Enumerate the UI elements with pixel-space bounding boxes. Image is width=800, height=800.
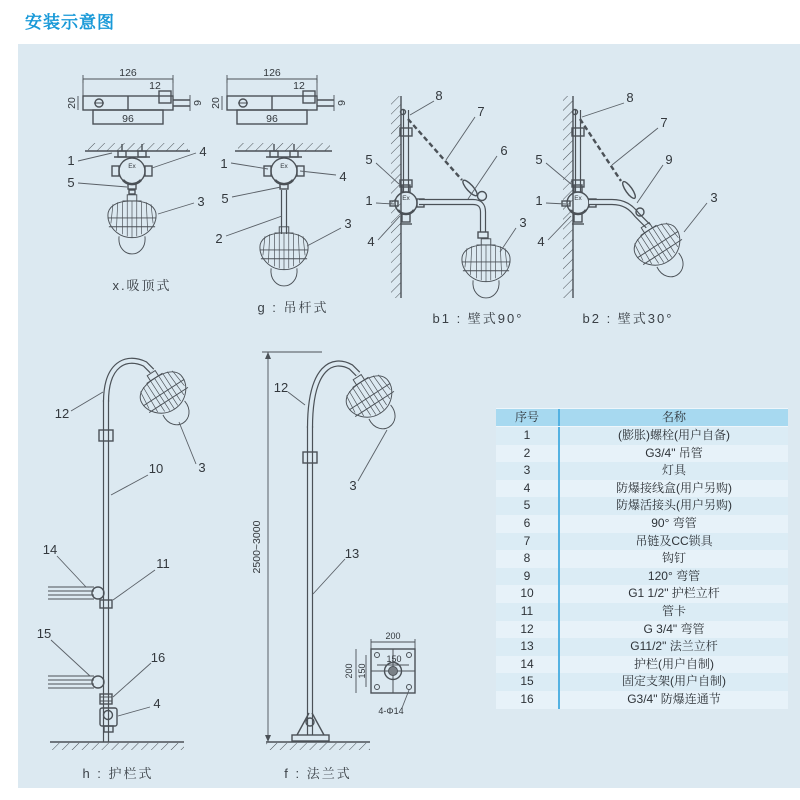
- callout-label: 15: [36, 626, 52, 641]
- callout-label: 5: [67, 175, 75, 190]
- callout-label: 1: [67, 153, 75, 168]
- cell-number: 4: [496, 480, 560, 498]
- table-row: [496, 585, 788, 603]
- page-title: 安装示意图: [25, 13, 115, 32]
- table-row: [496, 515, 788, 533]
- callout-label: 1: [365, 193, 373, 208]
- caption-flange: f : 法兰式: [284, 766, 352, 781]
- table-row: [496, 673, 788, 691]
- callout-label: 6: [500, 143, 508, 158]
- cell-number: 14: [496, 656, 560, 674]
- dimension-label: 200: [344, 663, 354, 679]
- cell-name: G1 1/2" 护栏立杆: [628, 586, 720, 601]
- table-row: [496, 533, 788, 551]
- cell-name: G11/2" 法兰立杆: [630, 639, 718, 654]
- callout-label: 4: [153, 696, 161, 711]
- cell-name: 护栏(用户自制): [634, 656, 714, 671]
- cell-name: G 3/4" 弯管: [643, 621, 705, 636]
- callout-label: 2: [215, 231, 223, 246]
- caption-guardrail: h : 护栏式: [82, 766, 154, 781]
- dimension-label: 126: [119, 67, 137, 79]
- diagram-ceiling-mount: [67, 143, 206, 254]
- header-number: 序号: [496, 409, 560, 426]
- dimension-label: 20: [66, 97, 78, 109]
- caption-ceiling-mount: x.吸顶式: [112, 278, 172, 293]
- callout-label: 7: [477, 104, 485, 119]
- dimension-label: 150: [386, 654, 402, 664]
- dimension-label: 12: [293, 80, 305, 92]
- callout-label: 14: [42, 542, 58, 557]
- cell-number: 15: [496, 673, 560, 691]
- dimension-label: 4-Φ14: [378, 706, 404, 716]
- diagram-wall-30: [535, 90, 717, 298]
- cell-number: 1: [496, 427, 560, 445]
- dimension-label: 20: [210, 97, 222, 109]
- table-row: [496, 603, 788, 621]
- diagram-wall-90: [365, 88, 526, 298]
- cell-name: 灯具: [661, 463, 686, 478]
- ex-mark: Ex: [402, 195, 410, 202]
- flange-base-detail: [344, 631, 415, 716]
- callout-label: 3: [198, 460, 206, 475]
- cell-number: 3: [496, 462, 560, 480]
- table-row: [496, 462, 788, 480]
- header-name: 名称: [661, 410, 686, 424]
- cell-number: 12: [496, 621, 560, 639]
- table-row: [496, 691, 788, 709]
- dimension-label: 126: [263, 67, 281, 79]
- diagram-guardrail: [37, 360, 206, 750]
- table-row: [496, 568, 788, 586]
- callout-label: 12: [54, 406, 70, 421]
- callout-label: 3: [344, 216, 352, 231]
- cell-number: 8: [496, 550, 560, 568]
- dimension-label: 9: [192, 100, 204, 106]
- cell-name: 防爆接线盒(用户另购): [616, 480, 732, 495]
- callout-label: 8: [435, 88, 443, 103]
- cell-number: 13: [496, 638, 560, 656]
- callout-label: 5: [365, 152, 373, 167]
- table-row: [496, 445, 788, 463]
- table-row: [496, 427, 788, 445]
- table-row: [496, 638, 788, 656]
- cell-number: 11: [496, 603, 560, 621]
- ex-mark: Ex: [574, 195, 582, 202]
- dimension-label: 150: [357, 663, 367, 679]
- cell-number: 5: [496, 497, 560, 515]
- callout-label: 12: [273, 380, 289, 395]
- ex-mark: Ex: [128, 163, 136, 170]
- cell-name: 防爆活接头(用户另购): [616, 498, 732, 513]
- table-row: [496, 656, 788, 674]
- cell-name: 吊链及CC锁具: [635, 533, 713, 548]
- table-row: [496, 497, 788, 515]
- cell-number: 6: [496, 515, 560, 533]
- cell-number: 16: [496, 691, 560, 709]
- callout-label: 11: [156, 556, 170, 571]
- caption-wall-30: b2 : 壁式30°: [582, 311, 674, 326]
- callout-label: 13: [344, 546, 360, 561]
- table-row: [496, 621, 788, 639]
- dimension-label: 96: [122, 113, 134, 125]
- callout-label: 3: [519, 215, 527, 230]
- cell-name: 钩钉: [661, 551, 686, 566]
- diagram-pendant-rod: [215, 143, 351, 286]
- parts-table: [496, 408, 788, 709]
- dimension-label: 200: [385, 631, 401, 641]
- callout-label: 16: [150, 650, 166, 665]
- cell-number: 10: [496, 585, 560, 603]
- table-row: [496, 550, 788, 568]
- callout-label: 4: [339, 169, 347, 184]
- callout-label: 9: [665, 152, 673, 167]
- dimension-label: 2500~3000: [251, 520, 263, 574]
- table-body: [496, 427, 788, 709]
- cell-name: G3/4" 吊管: [645, 445, 703, 460]
- cell-number: 2: [496, 445, 560, 463]
- callout-label: 3: [349, 478, 357, 493]
- callout-label: 3: [710, 190, 718, 205]
- cell-number: 9: [496, 568, 560, 586]
- callout-label: 5: [221, 191, 229, 206]
- cell-name: 固定支架(用户自制): [622, 674, 726, 689]
- dimension-drawing-a: [66, 67, 204, 125]
- callout-label: 8: [626, 90, 634, 105]
- callout-label: 1: [220, 156, 228, 171]
- cell-number: 7: [496, 533, 560, 551]
- table-header: [496, 408, 788, 427]
- dimension-label: 9: [336, 100, 348, 106]
- caption-wall-90: b1 : 壁式90°: [432, 311, 524, 326]
- ex-mark: Ex: [280, 163, 288, 170]
- callout-label: 10: [148, 461, 164, 476]
- diagram-flange: [251, 352, 410, 750]
- callout-label: 3: [197, 194, 205, 209]
- callout-label: 4: [199, 144, 207, 159]
- callout-label: 7: [660, 115, 668, 130]
- cell-name: 管卡: [661, 603, 686, 618]
- caption-pendant-rod: g : 吊杆式: [257, 300, 329, 315]
- dimension-label: 12: [149, 80, 161, 92]
- table-row: [496, 480, 788, 498]
- callout-label: 4: [367, 234, 375, 249]
- cell-name: G3/4" 防爆连通节: [627, 691, 721, 706]
- cell-name: (膨胀)螺栓(用户自备): [618, 428, 730, 442]
- callout-label: 4: [537, 234, 545, 249]
- dimension-label: 96: [266, 113, 278, 125]
- callout-label: 1: [535, 193, 543, 208]
- cell-name: 120° 弯管: [647, 568, 701, 583]
- dimension-drawing-b: [210, 67, 348, 125]
- callout-label: 5: [535, 152, 543, 167]
- cell-name: 90° 弯管: [651, 515, 697, 530]
